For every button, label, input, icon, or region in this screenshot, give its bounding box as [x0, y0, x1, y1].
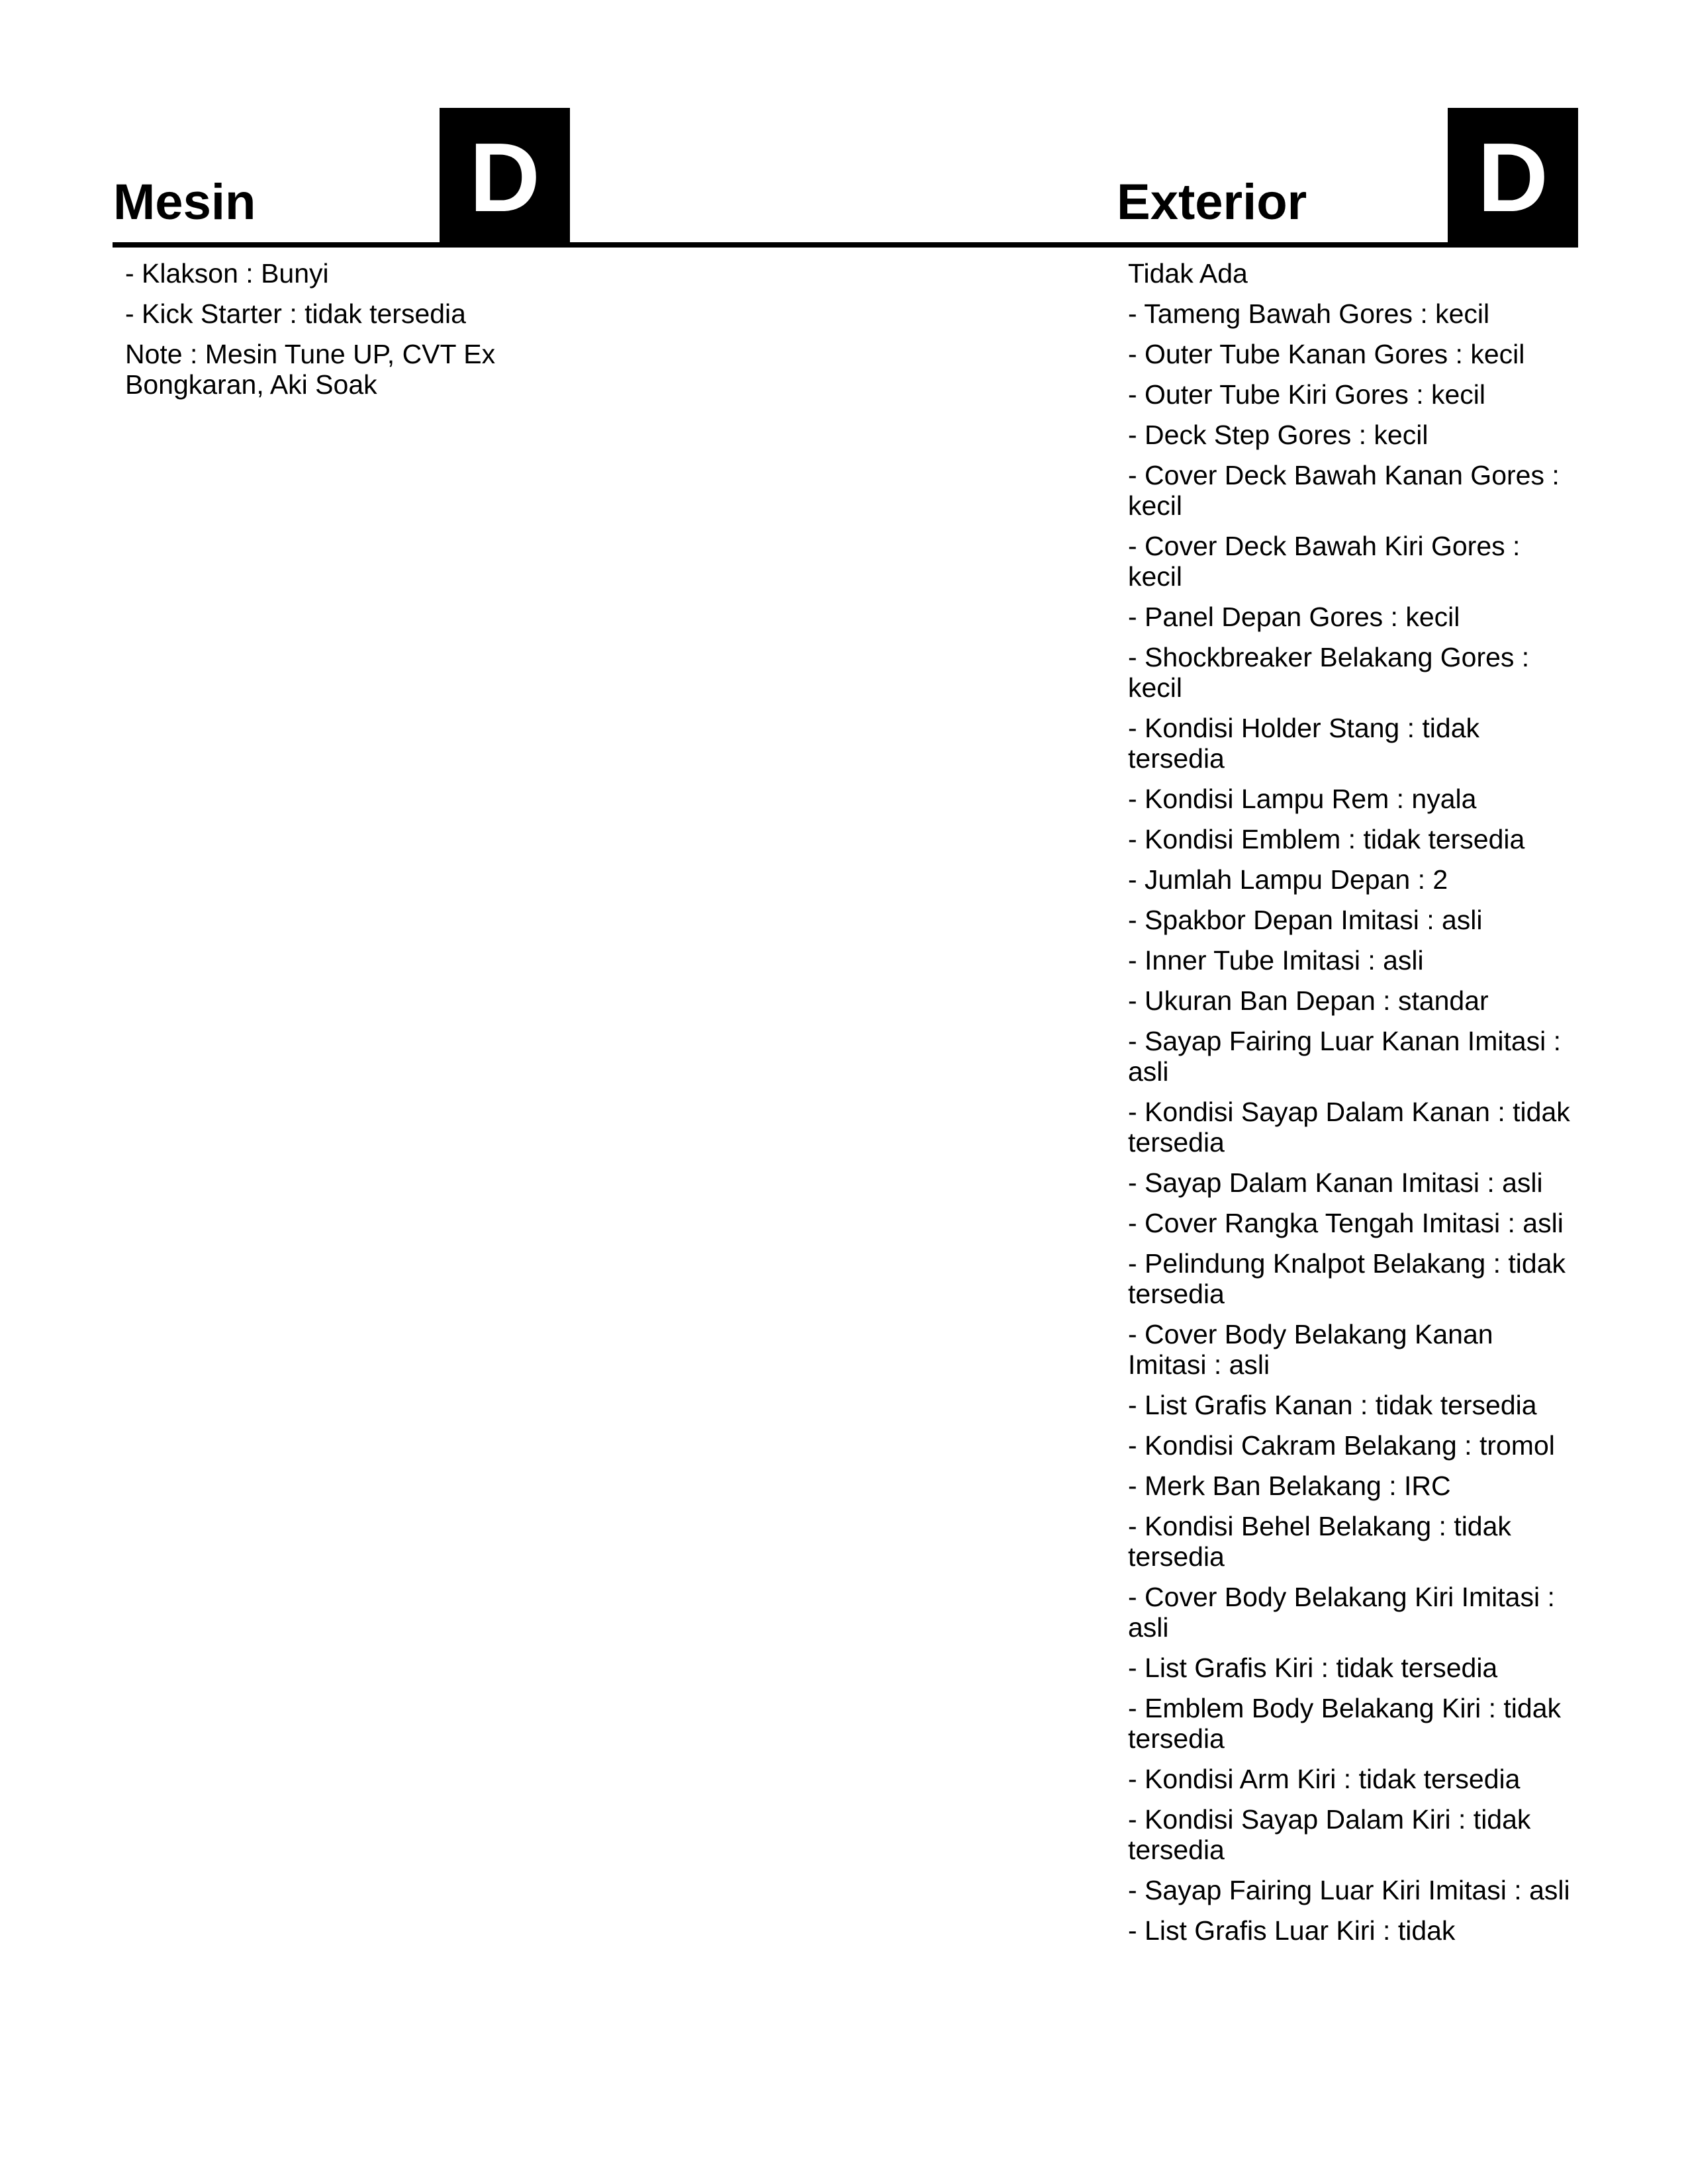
- list-item: - Kondisi Sayap Dalam Kiri : tidak tersedia: [1128, 1804, 1531, 1865]
- list-item: - Outer Tube Kanan Gores : kecil: [1128, 339, 1525, 369]
- list-item: - List Grafis Kiri : tidak tersedia: [1128, 1653, 1498, 1683]
- list-item: - Kondisi Lampu Rem : nyala: [1128, 784, 1477, 814]
- list-item: - Sayap Dalam Kanan Imitasi : asli: [1128, 1167, 1543, 1198]
- list-item: - Panel Depan Gores : kecil: [1128, 602, 1460, 632]
- list-item: - Kondisi Emblem : tidak tersedia: [1128, 824, 1525, 854]
- exterior-grade-badge: D: [1448, 108, 1578, 245]
- mesin-item-list: [125, 258, 522, 410]
- list-item: - Deck Step Gores : kecil: [1128, 420, 1429, 450]
- list-item: - Klakson : Bunyi: [125, 258, 329, 289]
- list-item: - Kondisi Behel Belakang : tidak tersedia: [1128, 1511, 1511, 1572]
- list-item: - Emblem Body Belakang Kiri : tidak tersedia: [1128, 1693, 1561, 1754]
- mesin-note: Note : Mesin Tune UP, CVT Ex Bongkaran, Aki Soak: [125, 339, 496, 400]
- list-item: Tidak Ada: [1128, 258, 1248, 289]
- mesin-grade-badge: D: [440, 108, 570, 245]
- list-item: - Cover Rangka Tengah Imitasi : asli: [1128, 1208, 1564, 1238]
- list-item: - Tameng Bawah Gores : kecil: [1128, 298, 1490, 329]
- list-item: - List Grafis Kanan : tidak tersedia: [1128, 1390, 1537, 1420]
- list-item: - Sayap Fairing Luar Kiri Imitasi : asli: [1128, 1875, 1570, 1905]
- list-item: - List Grafis Luar Kiri : tidak: [1128, 1915, 1456, 1946]
- header-divider: [113, 242, 1578, 248]
- exterior-section-title: Exterior: [1117, 174, 1307, 230]
- list-item: - Kondisi Sayap Dalam Kanan : tidak tersedia: [1128, 1097, 1570, 1158]
- list-item: - Shockbreaker Belakang Gores : kecil: [1128, 642, 1530, 703]
- list-item: - Spakbor Depan Imitasi : asli: [1128, 905, 1483, 935]
- list-item: - Kick Starter : tidak tersedia: [125, 298, 466, 329]
- list-item: - Cover Body Belakang Kiri Imitasi : asli: [1128, 1582, 1555, 1643]
- list-item: - Inner Tube Imitasi : asli: [1128, 945, 1424, 976]
- list-item: - Sayap Fairing Luar Kanan Imitasi : asli: [1128, 1026, 1562, 1087]
- list-item: - Merk Ban Belakang : IRC: [1128, 1471, 1451, 1501]
- mesin-section-title: Mesin: [113, 174, 256, 230]
- list-item: - Cover Body Belakang Kanan Imitasi : asli: [1128, 1319, 1493, 1380]
- list-item: - Ukuran Ban Depan : standar: [1128, 985, 1489, 1016]
- list-item: - Kondisi Cakram Belakang : tromol: [1128, 1430, 1555, 1461]
- list-item: - Jumlah Lampu Depan : 2: [1128, 864, 1448, 895]
- exterior-item-list: [1128, 258, 1578, 1956]
- list-item: - Kondisi Holder Stang : tidak tersedia: [1128, 713, 1479, 774]
- list-item: - Kondisi Arm Kiri : tidak tersedia: [1128, 1764, 1521, 1794]
- list-item: - Pelindung Knalpot Belakang : tidak tersedia: [1128, 1248, 1566, 1309]
- list-item: - Cover Deck Bawah Kiri Gores : kecil: [1128, 531, 1521, 592]
- list-item: - Outer Tube Kiri Gores : kecil: [1128, 379, 1486, 410]
- list-item: - Cover Deck Bawah Kanan Gores : kecil: [1128, 460, 1560, 521]
